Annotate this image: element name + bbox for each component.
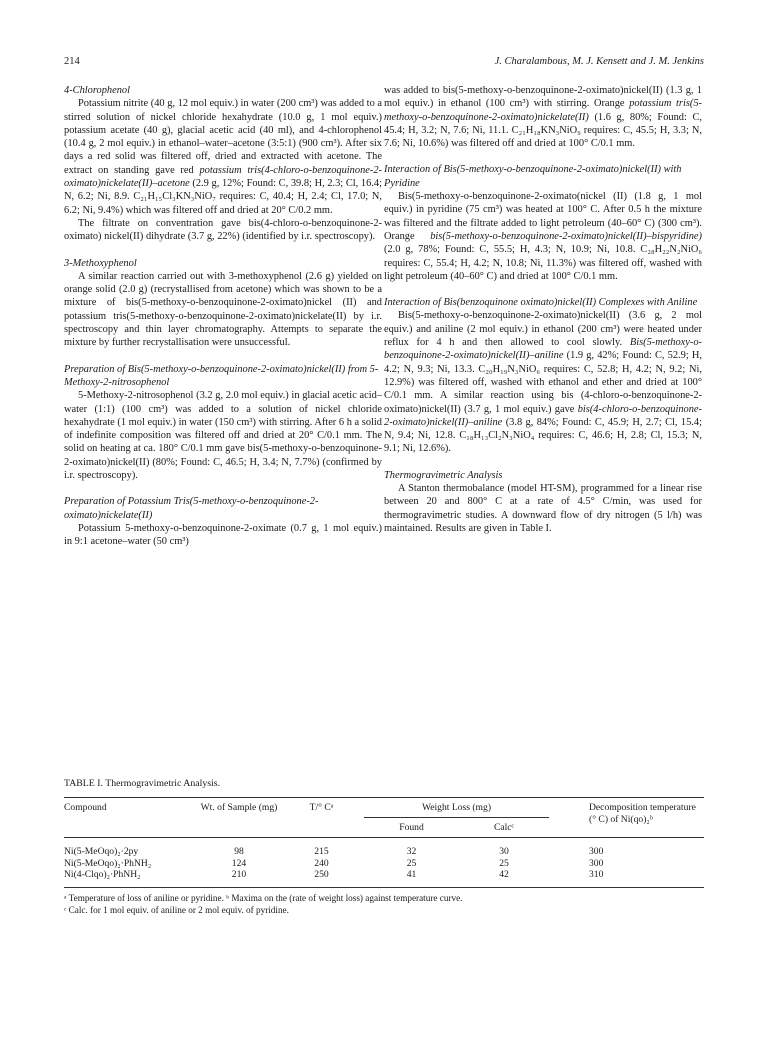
cell-decomposition: 300 <box>589 846 604 857</box>
running-header-authors: J. Charalambous, M. J. Kensett and J. M. Jenkins <box>494 56 704 67</box>
cell-found: 25 <box>406 857 417 869</box>
text-span: (2.0 g, 78%; Found: C, 55.5; H, 4.3; N, 10.9; Ni, 10.8. C₂₈H₂₂N₂NiO₆ requires: C, 55.4; H, 4.2; N, 10.8; Ni, 11.3%) was filtered off, washed with light petroleum (40–60° C) and dried at 100° C/0.1 mm. <box>384 244 702 282</box>
paragraph-continued <box>384 84 702 150</box>
section-title-preparation-tris: Preparation of Potassium Tris(5-methoxy-o-benzoquinone-2-oximato)nickelate(II) <box>64 496 319 521</box>
table-body <box>64 846 704 881</box>
section-title-4-chlorophenol: 4-Chlorophenol <box>64 85 130 96</box>
table-footnote: ᵃ Temperature of loss of aniline or pyridine. ᵇ Maxima on the (rate of weight loss) against temperature curve. <box>64 892 463 903</box>
text-span: Bis(5-methoxy-o-benzoquinone-2-oximato(nickel (II) (1.8 g, 1 mol equiv.) in pyridine (75 cm³) was heated at 100° C. After 0.5 h the mixture was filtered and the filtrate added to light petroleum (40–60° C) (300 cm³). Orange <box>384 191 702 242</box>
section-title-pyridine: Interaction of Bis(5-methoxy-o-benzoquinone-2-oximato)nickel(II) with Pyridine <box>384 164 682 189</box>
right-column <box>384 84 702 535</box>
cell-calc: 30 <box>499 846 509 857</box>
header-compound: Compound <box>64 802 107 813</box>
section-title-aniline: Interaction of Bis(benzoquinone oximato)nickel(II) Complexes with Aniline <box>384 297 698 309</box>
paragraph-preparation-bis: 5-Methoxy-2-nitrosophenol (3.2 g, 2.0 mol equiv.) in glacial acetic acid–water (1:1) (100 cm³) was added to a solution of nickel chloride hexahydrate (1 mol equiv.) in water (150 cm³) with stirring. After 6 h a solid of indefinite composition was filtered off and dried at 20° C/0.1 mm. The solid on heating at ca. 180° C/0.1 mm gave bis(5-methoxy-o-benzoquinone-2-oximato)nickel(II) (80%; Found: C, 46.5; H, 3.4; N, 7.7%) (confirmed by i.r. spectroscopy). <box>64 390 382 482</box>
header-weight-loss: Weight Loss (mg) <box>364 798 549 818</box>
text-span: (1.6 g, 80%; Found: C, 45.4; H, 3.2; N, 7.6; Ni, 11.1. C₂₁H₁₈KN₃NiO₉ requires: C, 45.5; H, 3.3; N, 7.6; Ni, 10.6%) was filtered off and dried at 100° C/0.1 mm. <box>384 111 702 150</box>
table-caption: TABLE I. Thermogravimetric Analysis. <box>64 778 221 789</box>
cell-sample-weight: 98 <box>234 846 244 857</box>
text-span: (2.9 g, 12%; Found: C, 39.8; H, 2.3; Cl, 16.4; N, 6.2; Ni, 8.9. C₂₁H₁₅Cl₃KN₃NiO₇ requires: C, 40.4; H, 2.4; Cl, 17.0; N, 6.2; Ni, 9.4%) which was filtered off and dried at 20° C/0.2 mm. <box>64 178 382 216</box>
header-found: Found <box>399 822 424 833</box>
table-bottom-rule <box>64 887 704 888</box>
paragraph-4-chlorophenol <box>64 97 382 217</box>
text-span: (1.9 g, 42%; Found: C, 52.9; H, 4.2; N, 9.3; Ni, 13.3. C₂₀H₁₉N₃NiO₆ requires: C, 52.8; H, 4.2; N, 9.2; Ni, 12.9%) was filtered off, washed with ethanol and ether and dried at 100° C/0.1 mm. A similar reaction using bis (4-chloro-o-benzoquinone-2-oximato)nickel(II) (3.7 g, 1 mol equiv.) gave <box>384 350 702 415</box>
page-number: 214 <box>64 56 80 67</box>
cell-compound: Ni(5-MeOqo)₂·PhNH₂ <box>64 857 152 869</box>
compound-name: potassium tris(5-methoxy-o-benzoquinone-2-oximato)nickelate(II) <box>384 98 703 123</box>
compound-name: potassium tris(4-chloro-o-benzoquinone-2-oximato)nickelate(II)–acetone <box>64 164 382 190</box>
table-row <box>64 858 704 870</box>
cell-calc: 25 <box>499 857 509 869</box>
table-thermogravimetric <box>64 778 704 916</box>
cell-temperature: 240 <box>314 857 329 869</box>
table-header-rule <box>64 837 704 838</box>
section-title-3-methoxyphenol: 3-Methoxyphenol <box>64 257 137 269</box>
cell-sample-weight: 124 <box>231 857 247 869</box>
cell-compound: Ni(4-Clqo)₂·PhNH₂ <box>64 869 141 880</box>
table-grid <box>64 798 704 837</box>
paragraph-aniline <box>384 309 702 455</box>
compound-name: bis(4-chloro-o-benzoquinone-2-oximato)nickel(II)–aniline <box>384 403 702 428</box>
text-span: Bis(5-methoxy-o-benzoquinone-2-oximato)nickel(II) (3.6 g, 2 mol equiv.) and aniline (2 mol equiv.) in ethanol (200 cm³) were heated under reflux for 4 h and then allowed to cool slowly. <box>384 310 702 349</box>
cell-compound: Ni(5-MeOqo)₂·2py <box>64 846 139 857</box>
text-span: was added to bis(5-methoxy-o-benzoquinone-2-oximato)nickel(II) (1.3 g, 1 mol equiv.) in ethanol (100 cm³) with stirring. Orange <box>384 85 702 110</box>
cell-calc: 42 <box>499 869 509 880</box>
paragraph-pyridine <box>384 190 702 283</box>
header-temperature: T/° Cᵃ <box>309 802 334 813</box>
compound-name: Bis(5-methoxy-o-benzoquinone-2-oximato)nickel(II)–aniline <box>384 337 702 362</box>
header-decomposition: Decomposition temperature (° C) of Ni(qo)₂ᵇ <box>589 802 696 825</box>
paragraph-filtrate: The filtrate on conventration gave bis(4-chloro-o-benzoquinone-2-oximato) nickel(II) dihydrate (3.7 g, 22%) (identified by i.r. spectroscopy). <box>64 217 382 243</box>
text-span: (3.8 g, 84%; Found: C, 45.9; H, 2.7; Cl, 15.4; N, 9.4; Ni, 12.8. C₁₈H₁₃Cl₂N₃NiO₄ requires: C, 46.6; H, 2.8; Cl, 15.3; N, 9.1; Ni, 12.6%). <box>384 416 702 455</box>
table-footnote: ᶜ Calc. for 1 mol equiv. of aniline or 2 mol equiv. of pyridine. <box>64 904 289 915</box>
header-calc: Calcᶜ <box>493 822 515 833</box>
header-sample-weight: Wt. of Sample (mg) <box>200 802 278 813</box>
cell-temperature: 250 <box>314 869 329 880</box>
table-row <box>64 846 704 858</box>
cell-temperature: 215 <box>314 846 329 857</box>
table-row <box>64 869 704 881</box>
paragraph-thermogravimetric: A Stanton thermobalance (model HT-SM), programmed for a linear rise between 20 and 800° C at a rate of 4.5° C/min, was used for thermogravimetric studies. A downward flow of dry nitrogen (5 l/h) was maintained. Results are given in Table I. <box>384 483 702 534</box>
left-column <box>64 84 382 549</box>
cell-decomposition: 300 <box>589 857 604 869</box>
table-header-row <box>64 798 704 818</box>
section-title-thermogravimetric: Thermogravimetric Analysis <box>384 469 503 481</box>
paragraph-preparation-tris: Potassium 5-methoxy-o-benzoquinone-2-oximate (0.7 g, 1 mol equiv.) in 9:1 acetone–water (50 cm³) <box>64 522 382 548</box>
compound-name: bis(5-methoxy-o-benzoquinone-2-oximato)nickel(II)–bispyridine) <box>430 230 702 242</box>
cell-sample-weight: 210 <box>231 869 247 880</box>
section-title-preparation-bis: Preparation of Bis(5-methoxy-o-benzoquinone-2-oximato)nickel(II) from 5-Methoxy-2-nitrosophenol <box>64 363 379 388</box>
cell-found: 41 <box>406 869 417 880</box>
text-span: Potassium nitrite (40 g, 12 mol equiv.) in water (200 cm³) was added to a stirred solution of nickel chloride hexahydrate (10.0 g, 1 mol equiv.) potassium acetate (40 g), glacial acetic acid (40 ml), and 4-chlorophenol (10.4 g, 2 mol equiv.) in ethanol–water–acetone (3:5:1) (900 cm³). After six days a red solid was filtered off, dried and extracted with acetone. The extract on standing gave red <box>64 98 382 176</box>
paragraph-3-methoxyphenol: A similar reaction carried out with 3-methoxyphenol (2.6 g) yielded on orange solid (2.0 g) (recrystallised from acetone) which was shown to be a mixture of bis(5-methoxy-o-benzoquinone-2-oximato)nickel (II) and potassium tris(5-methoxy-o-benzoquinone-2-oximato)nickelate(II) by i.r. spectroscopy and thin layer chromatography. Attempts to separate the mixture by further recrystallisation were unsuccessful. <box>64 270 382 349</box>
cell-found: 32 <box>406 846 417 857</box>
cell-decomposition: 310 <box>589 869 604 880</box>
